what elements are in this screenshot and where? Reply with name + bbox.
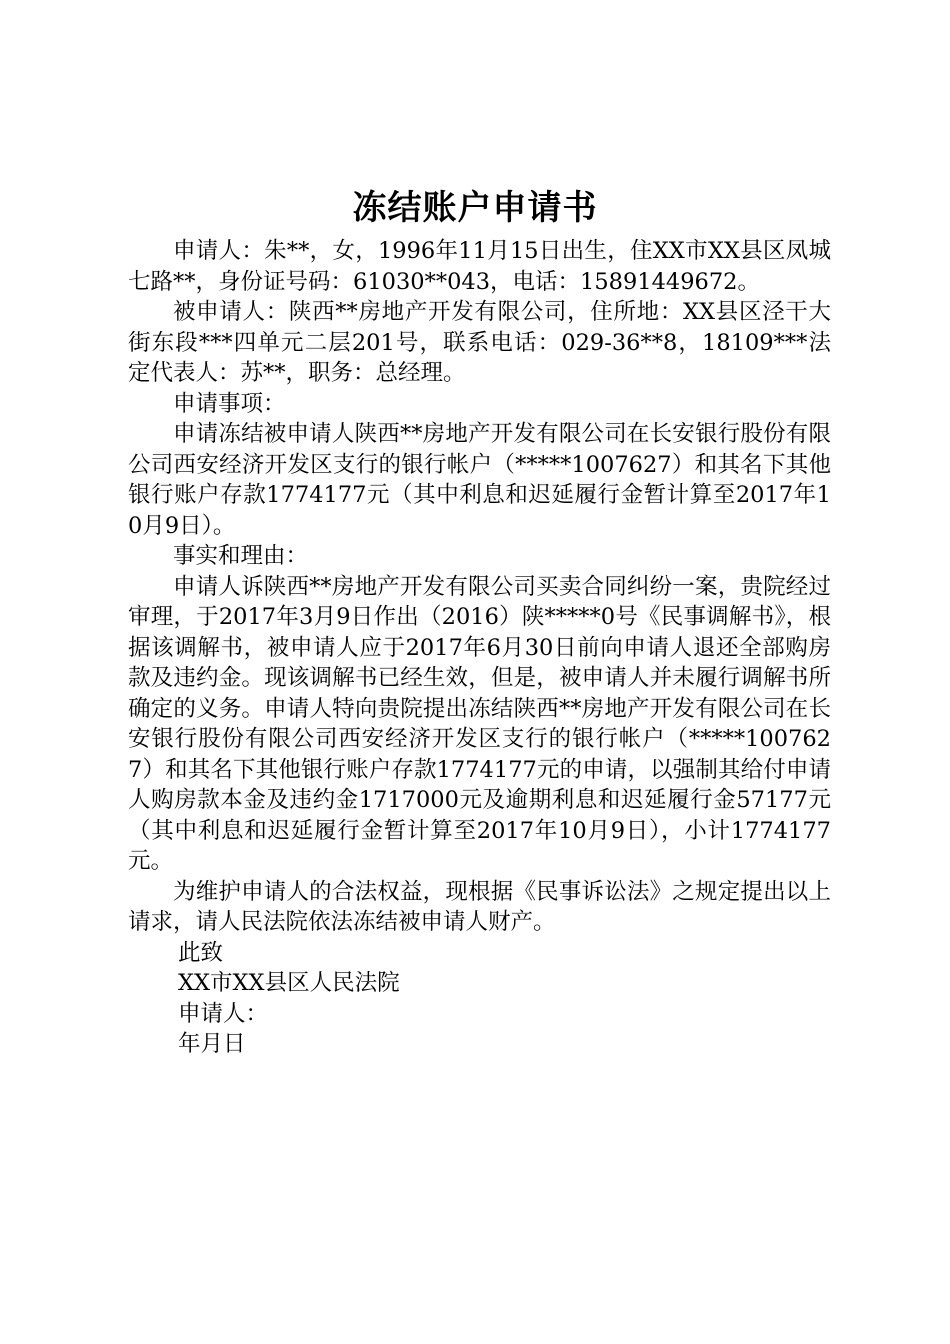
facts-heading: 事实和理由： [173, 543, 309, 569]
request-paragraph: 申请冻结被申请人陕西**房地产开发有限公司在长安银行股份有限公司西安经济开发区支行的银行帐户（*****1007627）和其名下其他银行账户存款1774177元（其中利息和迟延履行金暂计算至2017年10月9日）。 [128, 421, 831, 539]
facts-paragraph: 申请人诉陕西**房地产开发有限公司买卖合同纠纷一案，贵院经过审理，于2017年3月9日作出（2016）陕*****0号《民事调解书》，根据该调解书，被申请人应于2017年6月30日前向申请人退还全部购房款及违约金。现该调解书已经生效，但是，被申请人并未履行调解书所确定的义务。申请人特向贵院提出冻结陕西**房地产开发有限公司在长安银行股份有限公司西安经济开发区支行的银行帐户（*****1007627）和其名下其他银行账户存款1774177元的申请，以强制其给付申请人购房款本金及违约金1717000元及逾期利息和迟延履行金57177元（其中利息和迟延履行金暂计算至2017年10月9日），小计1774177元。 [128, 573, 831, 874]
applicant-paragraph: 申请人：朱**，女，1996年11月15日出生，住XX市XX县区凤城七路**，身份证号码：61030**043，电话：15891449672。 [128, 238, 831, 295]
salutation: 此致 [178, 939, 224, 966]
date-label: 年月日 [178, 1031, 246, 1057]
request-heading: 申请事项： [173, 390, 286, 417]
signature-label: 申请人： [178, 1000, 269, 1027]
respondent-paragraph: 被申请人：陕西**房地产开发有限公司，住所地：XX县区泾干大街东段***四单元二层201号，联系电话：029-36**8，18109***法定代表人：苏**，职务：总经理。 [128, 299, 831, 386]
document-body [128, 236, 831, 1060]
document-title: 冻结账户申请书 [352, 188, 598, 228]
closing-request-paragraph: 为维护申请人的合法权益，现根据《民事诉讼法》之规定提出以上请求，请人民法院依法冻结被申请人财产。 [128, 878, 831, 935]
court-name: XX市XX县区人民法院 [178, 970, 400, 996]
